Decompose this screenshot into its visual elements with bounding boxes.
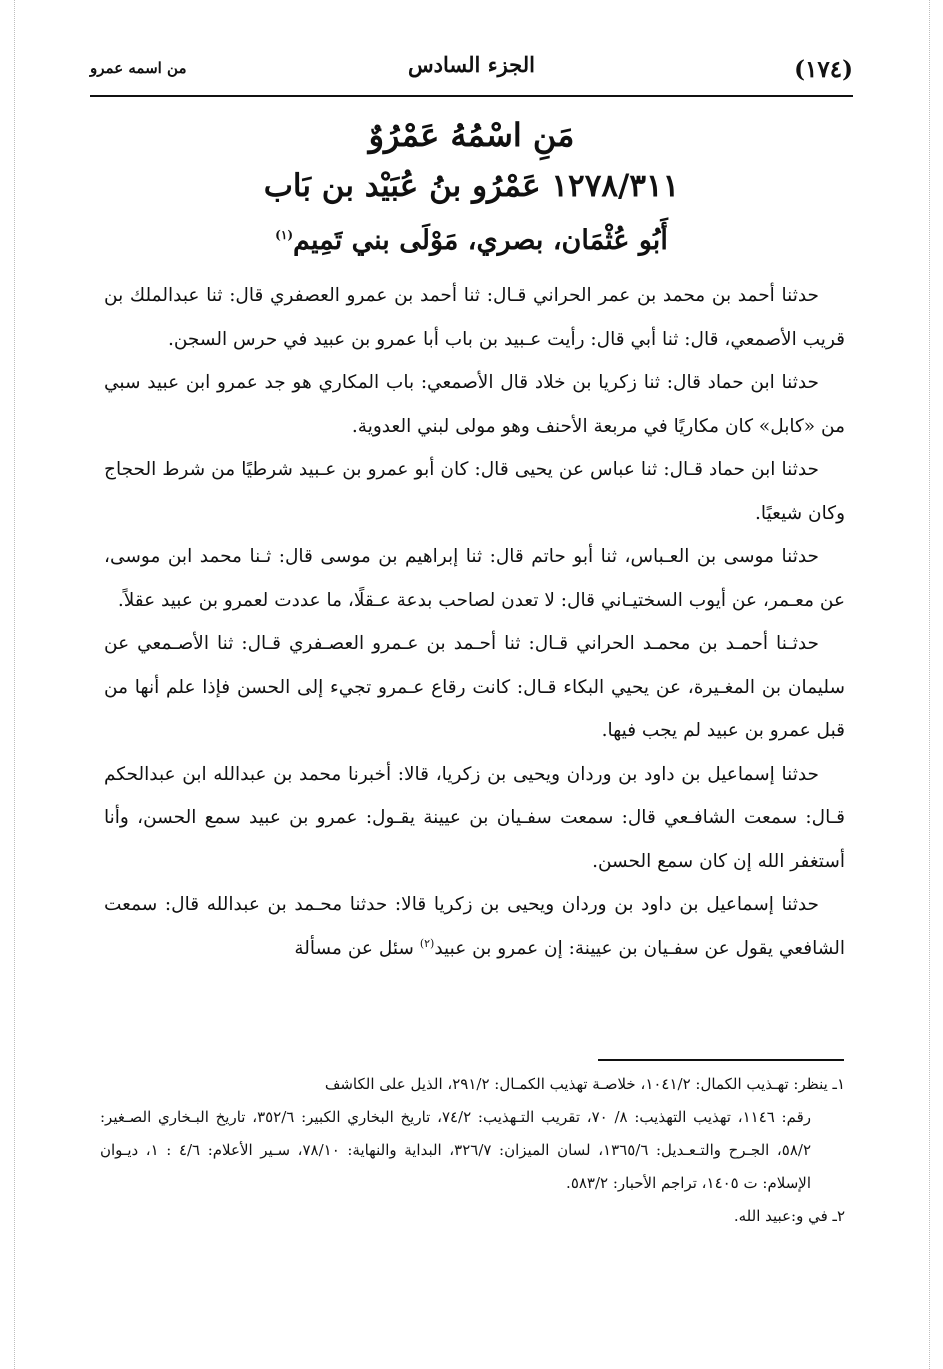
entry-subtitle-text: أَبُو عُثْمَان، بصري، مَوْلَى بني تَمِيم xyxy=(293,225,668,256)
section-running-title: من اسمه عمرو xyxy=(90,59,187,77)
scan-edge-right xyxy=(929,0,930,1369)
entry-title: ١٢٧٨/٣١١ عَمْرُو بنُ عُبَيْد بن بَاب xyxy=(263,168,680,204)
scan-edge-left xyxy=(14,0,15,1369)
paragraph-last xyxy=(104,883,845,970)
footnote-ref-2: (٢) xyxy=(419,936,435,950)
footnote-1-continuation: رقم: ١١٤٦، تهذيب التهذيب: ٨/ ٧٠، تقريب التـهذيب: ٧٤/٢، تاريخ البخاري الكبير: ٣٥٢/٦، تاريخ البـخاري الصـغير: ٥٨/٢، الجـرح والتـعـديل: ١٣٦٥/٦، لسان الميزان: ٣٢٦/٧، البداية والنهاية: ٧٨/١٠، سـير الأعلام: ٤/٦ : ١، ديـوان الإسلام: ت ١٤٠٥، تراجم الأحبار: ٥٨٣/٢. xyxy=(100,1108,812,1192)
paragraph-last-tail: سئل عن مسألة xyxy=(294,937,420,959)
footnote-2: ٢ـ في و:عبيد الله. xyxy=(733,1207,845,1225)
paragraph: حدثنا أحمد بن محمد بن عمر الحراني قـال: ثنا أحمد بن عمرو العصفري قال: ثنا عبدالملك بن قريب الأصمعي، قال: ثنا أبي قال: رأيت عـبيد بن باب أبا عمرو بن عبيد في حرس السجن. xyxy=(104,285,845,350)
entry-subtitle xyxy=(0,225,943,256)
paragraph: حدثنا إسماعيل بن داود بن وردان ويحيى بن زكريا، قالا: أخبرنا محمد بن عبدالله ابن عبدالحكم قـال: سمعت الشافـعي قال: سمعت سفـيان بن عيينة يقـول: عمرو بن عبيد سمع الحسن، وأنا أستغفر الله إن كان سمع الحسن. xyxy=(104,763,845,872)
header-rule xyxy=(90,95,853,97)
paragraph: حدثنا ابن حماد قال: ثنا زكريا بن خلاد قال الأصمعي: باب المكاري هو جد عمرو ابن عبيد سبي من «كابل» كان مكاريًا في مربعة الأحنف وهو مولى لبني العدوية. xyxy=(104,372,845,437)
paragraph-last-text: حدثنا إسماعيل بن داود بن وردان ويحيى بن زكريا قالا: حدثنا محـمد بن عبدالله قال: سمعت الشافعي يقول عن سفـيان بن عيينة: إن عمرو بن عبيد xyxy=(104,894,845,959)
footnotes xyxy=(100,1068,845,1233)
running-header xyxy=(90,52,853,92)
paragraph: حدثنا ابن حماد قـال: ثنا عباس عن يحيى قال: كان أبو عمرو بن عـبيد شرطيًا من شرط الحجاج وكان شيعيًا. xyxy=(104,459,845,524)
section-title: مَنِ اسْمُهُ عَمْرُوٌ xyxy=(368,116,575,154)
paragraph: حدثـنا أحمـد بن محمـد الحراني قـال: ثنا أحـمد بن عـمرو العصـفري قـال: ثنا الأصـمعي عن سليمان بن المغـيرة، عن يحيي البكاء قـال: كانت رقاع عـمرو تجيء إلى الحسن فإذا علم أنها من قبل عمرو بن عبيد لم يجب فيها. xyxy=(104,633,845,741)
body-text xyxy=(104,274,845,970)
page-number: (١٧٤) xyxy=(794,56,853,83)
footnote-1-first-line: ١ـ ينظر: تهـذيب الكمال: ١٠٤١/٢، خلاصـة تهذيب الكمـال: ٢٩١/٢، الذيل على الكاشف xyxy=(324,1075,845,1093)
footnote-ref-1: (١) xyxy=(275,228,293,242)
footnote-rule xyxy=(598,1059,844,1061)
paragraph: حدثنا موسى بن العـباس، ثنا أبو حاتم قال: ثنا إبراهيم بن موسى قال: ثـنا محمد ابن موسى، عن معـمر، عن أيوب السختيـاني قال: لا تعدن لصاحب بدعة عـقلًا، ما عددت لعمرو بن عبيد عقلاً. xyxy=(104,546,845,611)
volume-title: الجزء السادس xyxy=(408,52,535,77)
